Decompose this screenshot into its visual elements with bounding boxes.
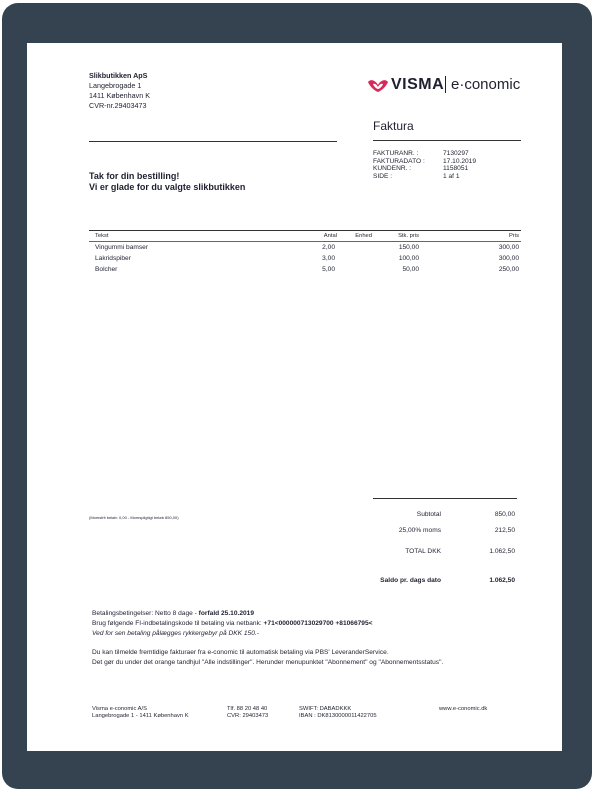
vat-label: 25,00% moms [398, 527, 441, 534]
row-qty: 3,00 [322, 255, 335, 262]
subtotal-label: Subtotal [416, 511, 441, 518]
sender-company: Slikbutikken ApS [89, 71, 148, 80]
meta-value: 1158051 [443, 165, 469, 172]
total-value: 1.062,50 [489, 548, 515, 555]
table-header-divider [89, 241, 521, 242]
vat-value: 212,50 [494, 527, 515, 534]
table-top-divider [89, 230, 521, 231]
invoice-page [27, 43, 562, 751]
title-divider [373, 140, 521, 141]
row-total: 300,00 [498, 255, 519, 262]
logo-divider [445, 76, 446, 93]
greeting-line2: Vi er glade for du valgte slikbutikken [89, 182, 246, 192]
footer-website[interactable]: www.e-conomic.dk [439, 706, 488, 712]
late-fee-note: Ved for sen betaling pålægges rykkergebyr på DKK 150.- [92, 630, 259, 637]
address-divider [89, 141, 337, 142]
row-qty: 2,00 [322, 244, 335, 251]
balance-label: Saldo pr. dags dato [380, 577, 441, 584]
row-text: Lakridspiber [95, 255, 131, 262]
vat-note: (Momsfrit beløb: 0,00 - Momspligtigt beløb 850,00) [89, 515, 179, 520]
sender-cvr: CVR-nr.29403473 [89, 101, 147, 110]
footer-address: Langebrogade 1 - 1411 København K [92, 713, 189, 719]
balance-value: 1.062,50 [489, 577, 515, 584]
payment-terms [92, 610, 254, 618]
sender-street: Langebrogade 1 [89, 81, 142, 90]
pbs-line2: Det gør du under det orange tandhjul "Alle indstillinger". Herunder menupunktet "Abonnement" og "Abonnementsstatus". [92, 659, 444, 666]
payment-terms-prefix: Betalingsbetingelser: Netto 8 dage - [92, 610, 199, 617]
totals-divider [373, 498, 517, 499]
row-qty: 5,00 [322, 266, 335, 273]
doc-title: Faktura [373, 119, 414, 133]
logo-brand: VISMA [391, 76, 445, 93]
meta-value: 17.10.2019 [443, 157, 477, 165]
payment-due-date: forfald 25.10.2019 [198, 610, 255, 617]
row-price: 50,00 [402, 266, 419, 273]
row-price: 150,00 [398, 244, 419, 251]
row-text: Vingummi bamser [95, 244, 149, 251]
footer-company: Visma e-conomic A/S [92, 706, 147, 712]
footer-phone: Tlf. 88 20 48 40 [227, 706, 268, 712]
visma-logo-icon [367, 79, 389, 93]
footer-iban: IBAN : DK8130000011422705 [299, 713, 377, 719]
row-price: 100,00 [398, 255, 419, 262]
meta-label: KUNDENR. : [373, 165, 412, 172]
fi-prefix: Brug følgende FI-indbetalingskode til betaling via netbank: [92, 620, 264, 627]
footer-cvr: CVR: 29403473 [227, 713, 269, 719]
meta-label: FAKTURADATO : [373, 157, 425, 165]
row-text: Bolcher [95, 266, 118, 273]
col-header-text: Tekst [95, 233, 109, 239]
total-label: TOTAL DKK [405, 548, 441, 555]
col-header-qty: Antal [323, 233, 337, 239]
meta-value: 1 af 1 [443, 172, 460, 180]
logo-product: e·conomic [451, 76, 521, 93]
footer-swift: SWIFT: DABADKKK [299, 706, 352, 712]
fi-code: +71<000000713029700 +81066795< [263, 620, 373, 627]
meta-label: SIDE : [373, 172, 393, 180]
sender-city: 1411 København K [89, 91, 151, 100]
greeting-line1: Tak for din bestilling! [89, 171, 180, 181]
meta-value: 7130297 [443, 150, 469, 157]
col-header-total: Pris [509, 233, 519, 239]
meta-label: FAKTURANR. : [373, 150, 419, 157]
row-total: 300,00 [498, 244, 519, 251]
pbs-line1: Du kan tilmelde fremtidige fakturaer fra e-conomic til automatisk betaling via PBS' LeveranderService. [92, 649, 389, 656]
row-total: 250,00 [498, 266, 519, 273]
col-header-unit: Enhed [355, 233, 372, 239]
col-header-price: Stk. pris [398, 233, 419, 239]
subtotal-value: 850,00 [494, 511, 515, 518]
fi-payment-line [92, 620, 372, 628]
